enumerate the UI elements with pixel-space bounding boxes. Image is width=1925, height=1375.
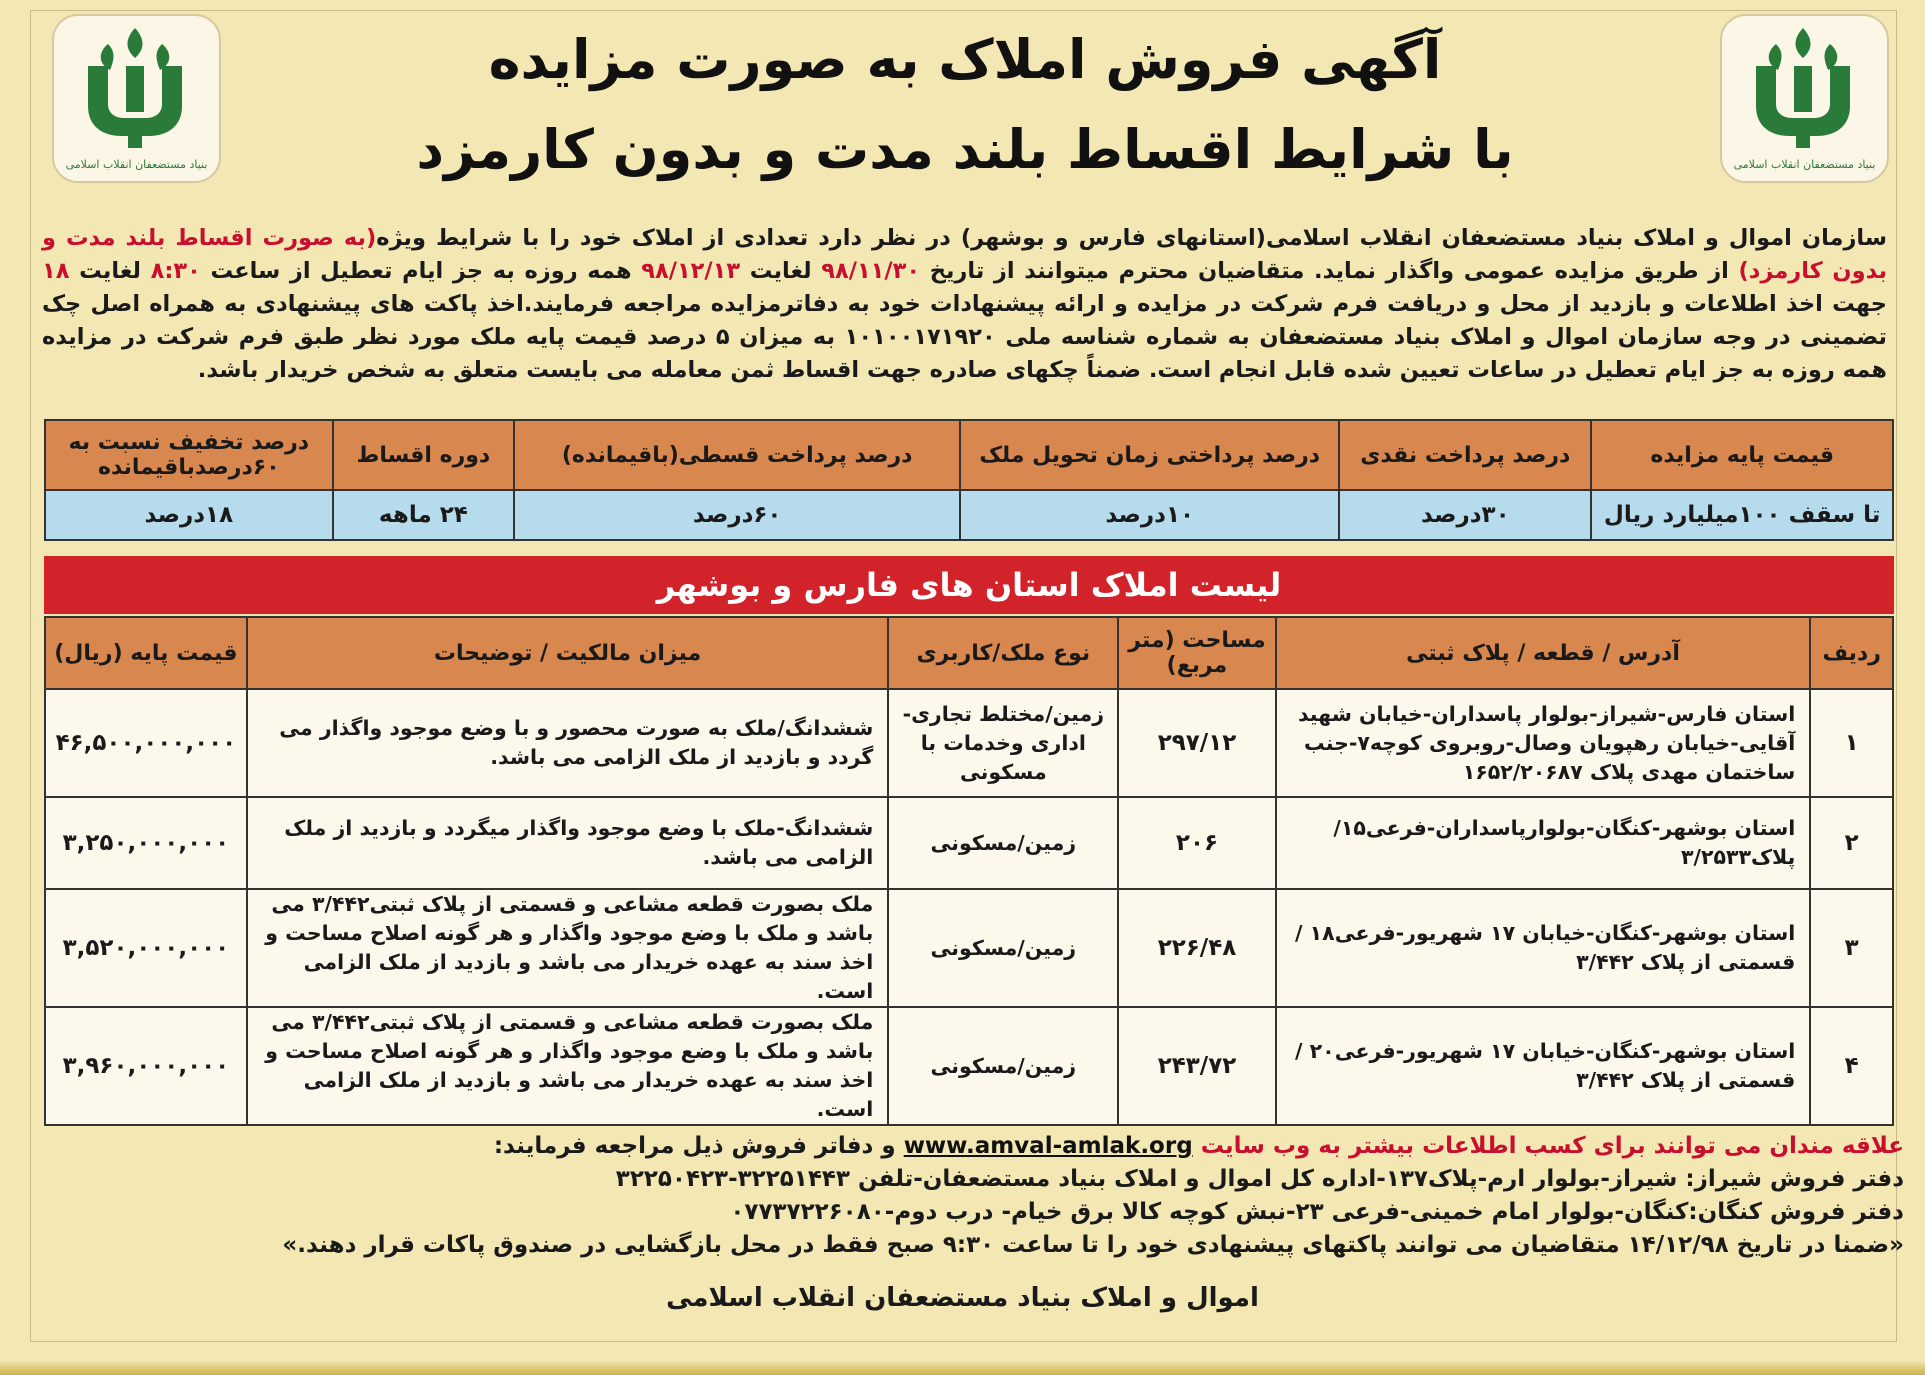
foundation-logo-left bbox=[52, 14, 221, 183]
property-list-banner: لیست املاک استان های فارس و بوشهر bbox=[44, 556, 1894, 614]
row-area: ۲۲۶/۴۸ bbox=[1118, 889, 1275, 1007]
payment-terms-table bbox=[44, 419, 1894, 541]
terms-header: دوره اقساط bbox=[333, 420, 515, 490]
row-address: استان بوشهر-کنگان-خیابان ۱۷ شهریور-فرعی۱۸ /قسمتی از پلاک ۳/۴۴۲ bbox=[1276, 889, 1811, 1007]
row-description: ششدانگ/ملک به صورت محصور و با وضع موجود واگذار می گردد و بازدید از ملک الزامی می باشد. bbox=[247, 689, 889, 797]
row-price: ۳,۵۲۰,۰۰۰,۰۰۰ bbox=[45, 889, 247, 1007]
website-intro: علاقه مندان می توانند برای کسب اطلاعات بیشتر به وب سایت bbox=[1200, 1133, 1904, 1159]
terms-header: درصد پرداخت قسطی(باقیمانده) bbox=[514, 420, 960, 490]
list-header-price: قیمت پایه (ریال) bbox=[45, 617, 247, 689]
row-usage: زمین/مسکونی bbox=[888, 1007, 1118, 1125]
terms-header-row bbox=[45, 420, 1893, 490]
row-usage: زمین/مختلط تجاری-اداری وخدمات با مسکونی bbox=[888, 689, 1118, 797]
website-line-rest: و دفاتر فروش ذیل مراجعه فرمایند: bbox=[493, 1133, 896, 1159]
foundation-emblem-icon bbox=[1736, 24, 1871, 149]
intro-text: سازمان اموال و املاک بنیاد مستضعفان انقلاب اسلامی(استانهای فارس و بوشهر) در نظر دارد تعدادی از املاک خود را با شرایط ویژه bbox=[376, 225, 1887, 251]
row-address: استان فارس-شیراز-بولوار پاسداران-خیابان شهید آقایی-خیابان رهپویان وصال-روبروی کوچه۷-جنب ساختمان مهدی پلاک ۱۶۵۲/۲۰۶۸۷ bbox=[1276, 689, 1811, 797]
table-row bbox=[45, 797, 1893, 889]
date-from: ۹۸/۱۱/۳۰ bbox=[821, 258, 921, 284]
terms-value: ۱۸درصد bbox=[45, 490, 333, 540]
terms-header: درصد تخفیف نسبت به ۶۰درصدباقیمانده bbox=[45, 420, 333, 490]
row-number: ۲ bbox=[1810, 797, 1893, 889]
row-usage: زمین/مسکونی bbox=[888, 889, 1118, 1007]
list-header-area: مساحت (متر مربع) bbox=[1118, 617, 1275, 689]
page-title: آگهی فروش املاک به صورت مزایده bbox=[488, 28, 1442, 91]
intro-text: جهت اخذ اطلاعات و بازدید از محل و دریافت فرم شرکت در مزایده و ارائه پیشنهادات خود به دفاترمزایده مراجعه فرمایند.اخذ پاکت های پیشنهادی به همراه اصل چک تضمینی در وجه سازمان اموال و املاک بنیاد مستضعفان به شماره شناسه ملی ۱۰۱۰۰۱۷۱۹۲۰ به میزان ۵ درصد قیمت پایه ملک مورد نظر طبق فرم شرکت در مزایده همه روزه به جز ایام تعطیل در ساعات تعیین شده قابل انجام است. ضمناً چکهای صادره جهت اقساط ثمن معامله می بایست متعلق به شخص خریدار باشد. bbox=[42, 291, 1887, 383]
terms-header: درصد پرداخت نقدی bbox=[1339, 420, 1591, 490]
intro-highlight: (به صورت اقساط بلند مدت و بدون کارمزد) bbox=[42, 225, 1888, 284]
date-to: ۹۸/۱۲/۱۳ bbox=[641, 258, 741, 284]
website-link[interactable]: www.amval-amlak.org bbox=[903, 1133, 1193, 1159]
contact-section bbox=[42, 1130, 1904, 1262]
intro-text: از طریق مزایده عمومی واگذار نماید. متقاضیان محترم میتوانند از تاریخ bbox=[920, 258, 1739, 284]
row-area: ۲۹۷/۱۲ bbox=[1118, 689, 1275, 797]
row-price: ۳,۲۵۰,۰۰۰,۰۰۰ bbox=[45, 797, 247, 889]
logo-caption: بنیاد مستضعفان انقلاب اسلامی bbox=[65, 158, 208, 171]
shiraz-office: دفتر فروش شیراز: شیراز-بولوار ارم-پلاک۱۳۷-اداره کل اموال و املاک بنیاد مستضعفان-تلفن ۳۲۲۵۱۴۴۳-۳۲۲۵۰۴۲۳ bbox=[615, 1166, 1904, 1192]
intro-paragraph bbox=[42, 222, 1887, 387]
row-area: ۲۰۶ bbox=[1118, 797, 1275, 889]
terms-header: قیمت پایه مزایده bbox=[1591, 420, 1893, 490]
row-usage: زمین/مسکونی bbox=[888, 797, 1118, 889]
foundation-logo-right bbox=[1720, 14, 1889, 183]
list-header-row-number: ردیف bbox=[1810, 617, 1893, 689]
envelope-deadline-note: «ضمنا در تاریخ ۱۴/۱۲/۹۸ متقاضیان می توانند پاکتهای پیشنهادی خود را تا ساعت ۹:۳۰ صبح فقط در محل بازگشایی در صندوق پاکات قرار دهند.» bbox=[282, 1232, 1904, 1258]
row-description: ملک بصورت قطعه مشاعی و قسمتی از پلاک ثبتی۳/۴۴۲ می باشد و ملک با وضع موجود واگذار و هر گونه اصلاح مساحت و اخذ سند به عهده خریدار می باشد و بازدید از ملک الزامی است. bbox=[247, 1007, 889, 1125]
intro-text: لغایت bbox=[69, 258, 151, 284]
website-line bbox=[42, 1130, 1904, 1163]
table-row bbox=[45, 1007, 1893, 1125]
kangan-office: دفتر فروش کنگان:کنگان-بولوار امام خمینی-فرعی ۲۳-نبش کوچه کالا برق خیام- درب دوم-۰۷۷۳۷۲۲۶۰۸۰ bbox=[730, 1199, 1904, 1225]
page-subtitle: با شرایط اقساط بلند مدت و بدون کارمزد bbox=[416, 118, 1514, 181]
terms-value: ۶۰درصد bbox=[514, 490, 960, 540]
terms-value: ۲۴ ماهه bbox=[333, 490, 515, 540]
list-header-usage: نوع ملک/کاربری bbox=[888, 617, 1118, 689]
row-price: ۳,۹۶۰,۰۰۰,۰۰۰ bbox=[45, 1007, 247, 1125]
terms-value-row bbox=[45, 490, 1893, 540]
terms-value: ۳۰درصد bbox=[1339, 490, 1591, 540]
property-list-table bbox=[44, 616, 1894, 1126]
row-number: ۳ bbox=[1810, 889, 1893, 1007]
row-description: ششدانگ-ملک با وضع موجود واگذار میگردد و بازدید از ملک الزامی می باشد. bbox=[247, 797, 889, 889]
terms-value: ۱۰درصد bbox=[960, 490, 1339, 540]
row-description: ملک بصورت قطعه مشاعی و قسمتی از پلاک ثبتی۳/۴۴۲ می باشد و ملک با وضع موجود واگذار و هر گونه اصلاح مساحت و اخذ سند به عهده خریدار می باشد و بازدید از ملک الزامی است. bbox=[247, 889, 889, 1007]
row-number: ۱ bbox=[1810, 689, 1893, 797]
table-row bbox=[45, 689, 1893, 797]
foundation-emblem-icon bbox=[68, 24, 203, 149]
list-header-description: میزان مالکیت / توضیحات bbox=[247, 617, 889, 689]
terms-header: درصد پرداختی زمان تحویل ملک bbox=[960, 420, 1339, 490]
row-price: ۴۶,۵۰۰,۰۰۰,۰۰۰ bbox=[45, 689, 247, 797]
row-address: استان بوشهر-کنگان-بولوارپاسداران-فرعی۱۵/ پلاک۳/۲۵۳۳ bbox=[1276, 797, 1811, 889]
intro-text: همه روزه به جز ایام تعطیل از ساعت bbox=[200, 258, 642, 284]
row-number: ۴ bbox=[1810, 1007, 1893, 1125]
bottom-strip bbox=[0, 1360, 1925, 1375]
list-header-row bbox=[45, 617, 1893, 689]
logo-caption: بنیاد مستضعفان انقلاب اسلامی bbox=[1733, 158, 1876, 171]
organization-signature: اموال و املاک بنیاد مستضعفان انقلاب اسلامی bbox=[666, 1283, 1259, 1313]
terms-value: تا سقف ۱۰۰میلیارد ریال bbox=[1591, 490, 1893, 540]
row-area: ۲۴۳/۷۲ bbox=[1118, 1007, 1275, 1125]
intro-text: لغایت bbox=[740, 258, 822, 284]
hour-from: ۸:۳۰ bbox=[150, 258, 201, 284]
list-header-address: آدرس / قطعه / پلاک ثبتی bbox=[1276, 617, 1811, 689]
row-address: استان بوشهر-کنگان-خیابان ۱۷ شهریور-فرعی۲۰ /قسمتی از پلاک ۳/۴۴۲ bbox=[1276, 1007, 1811, 1125]
hour-to: ۱۸ bbox=[42, 258, 70, 284]
table-row bbox=[45, 889, 1893, 1007]
